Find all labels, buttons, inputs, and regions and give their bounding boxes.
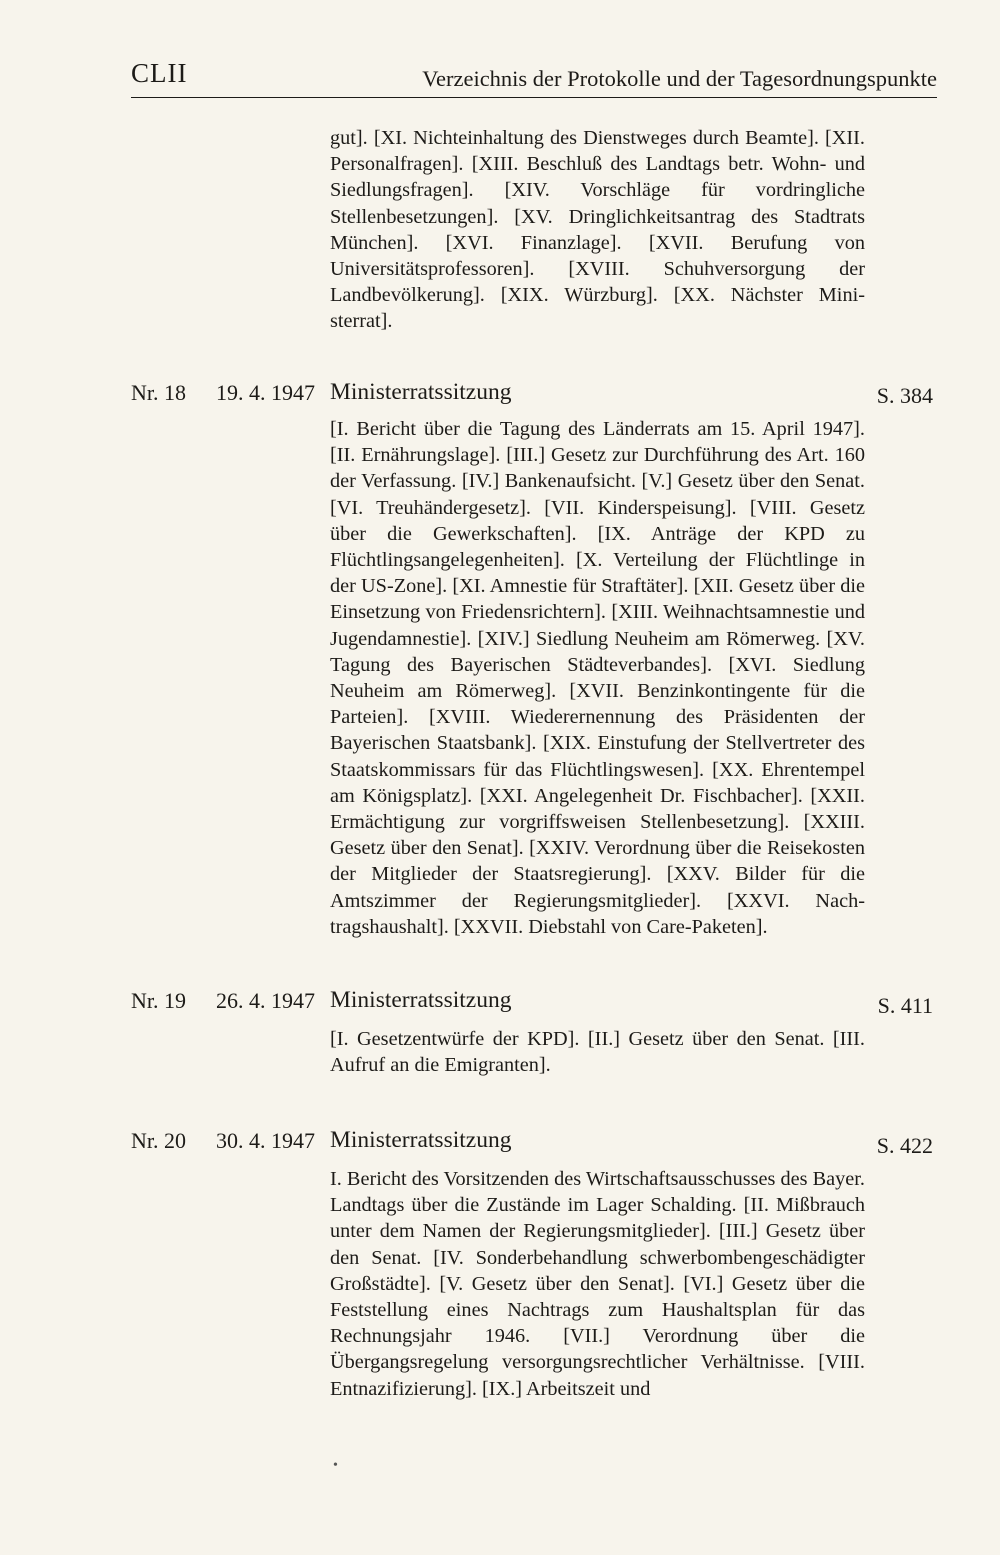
entry-page: S. 411 — [877, 993, 933, 1018]
entry-number: Nr. 18 — [131, 380, 186, 405]
entry-items: [I. Gesetzentwürfe der KPD]. [II.] Gesetz über den Senat. [III. Aufruf an die Emigranten]. — [330, 1028, 865, 1077]
entry-number: Nr. 20 — [131, 1128, 186, 1153]
continuation-text: gut]. [XI. Nichteinhaltung des Dienstweges durch Beamte]. [XII. Personalfragen]. [XIII. Beschluß des Landtags betr. Wohn- und Siedlungsfragen]. [XIV. Vorschläge für vordringliche Stellenbesetzungen]. [XV. Dringlichkeitsantrag des Stadtrats München]. [XVI. Finanzlage]. [XVII. Berufung von Universitätsprofessoren]. [XVIII. Schuhversorgung der Landbevölkerung]. [XIX. Würzburg]. [XX. Nächster Ministerrat]. — [330, 127, 865, 333]
entry-number: Nr. 19 — [131, 988, 186, 1013]
entry-title: Ministerratssitzung — [330, 379, 512, 405]
entry-items: [I. Bericht über die Tagung des Länderrats am 15. April 1947]. [II. Ernährungslage]. [III.] Gesetz zur Durchführung des Art. 160 der Verfassung. [IV.] Bankenaufsicht. [V.] Gesetz über den Senat. [VI. Treuhändergesetz]. [VII. Kinderspeisung]. [VIII. Gesetz über die Gewerkschaften]. [IX. Anträge der KPD zu Flüchtlingsangelegenheiten]. [X. Verteilung der Flüchtlinge in der US-Zone]. [XI. Amnestie für Straftäter]. [XII. Gesetz über die Einsetzung von Friedensrichtern]. [XIII. Weihnachtsamnestie und Jugendamnestie]. [XIV.] Siedlung Neuheim am Römerweg. [XV. Tagung des Bayerischen Städteverbandes]. [XVI. Siedlung Neuheim am Römerweg]. [XVII. Benzinkontingente für die Parteien]. [XVIII. Wiederernennung des Präsidenten der Bayerischen Staatsbank]. [XIX. Einstufung der Stellvertreter des Staatskommissars für das Flüchtlingswesen]. [XX. Ehrentempel am Königsplatz]. [XXI. Angelegenheit Dr. Fischbacher]. [XXII. Ermächtigung zur vorgriffsweisen Stellenbesetzung]. [XXIII. Gesetz über den Senat]. [XXIV. Verordnung über die Reisekosten der Mitglieder der Staatsregierung]. [XXV. Bilder für die Amtszimmer der Regierungsmitglieder]. [XXVI. Nachtragshaushalt]. [XXVII. Diebstahl von Care-Paketen]. — [330, 418, 865, 938]
ink-dot: • — [333, 1458, 338, 1473]
entry-date: 26. 4. 1947 — [216, 988, 315, 1013]
header-rule — [131, 97, 937, 98]
entry-items: I. Bericht des Vorsitzenden des Wirtschaftsausschusses des Bayer. Landtags über die Zustände im Lager Schalding. [II. Mißbrauch unter dem Namen der Regierungsmitglieder]. [III.] Gesetz über den Senat. [IV. Sonderbehandlung schwerbombengeschädigter Großstädte]. [V. Gesetz über den Senat]. [VI.] Gesetz über die Feststellung eines Nachtrags zum Haushaltsplan für das Rechnungsjahr 1946. [VII.] Verordnung über die Übergangsregelung versorgungsrechtlicher Verhältnisse. [VIII. Entnazifizierung]. [IX.] Arbeitszeit und — [330, 1168, 865, 1400]
entry-title: Ministerratssitzung — [330, 987, 512, 1013]
entry-date: 19. 4. 1947 — [216, 380, 315, 405]
entry-page: S. 422 — [876, 1133, 933, 1158]
entry-date: 30. 4. 1947 — [216, 1128, 315, 1153]
entry-page: S. 384 — [876, 383, 933, 408]
running-title: Verzeichnis der Protokolle und der Tagesordnungspunkte — [422, 66, 937, 91]
page-number: CLII — [131, 58, 188, 88]
entry-title: Ministerratssitzung — [330, 1127, 512, 1153]
